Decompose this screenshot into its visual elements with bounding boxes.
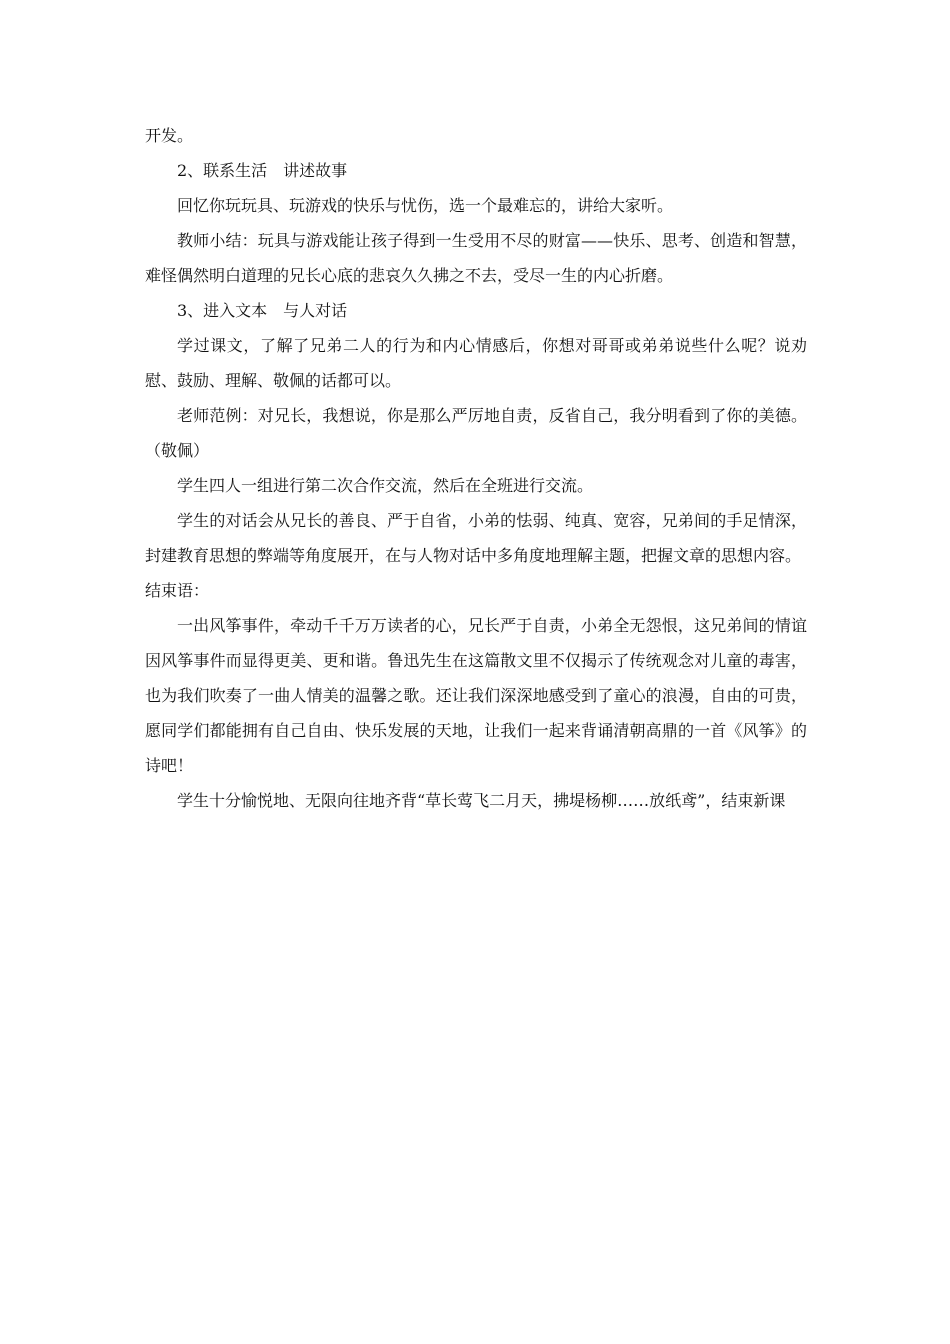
closing-heading: 结束语：	[145, 581, 210, 600]
paragraph: 回忆你玩玩具、玩游戏的快乐与忧伤，选一个最难忘的，讲给大家听。	[177, 196, 674, 215]
paragraph-ending: 学生十分愉悦地、无限向往地齐背“草长莺飞二月天，拂堤杨柳……放纸鸢”，结束新课	[177, 791, 786, 810]
paragraph-closing: 一出风筝事件，牵动千千万万读者的心，兄长严于自责，小弟全无怨恨，这兄弟间的情谊因风筝事件而显得更美、更和谐。鲁迅先生在这篇散文里不仅揭示了传统观念对儿童的毒害，也为我们吹奏了一曲人情美的温馨之歌。还让我们深深地感受到了童心的浪漫，自由的可贵，愿同学们都能拥有自己自由、快乐发展的天地，让我们一起来背诵清朝高鼎的一首《风筝》的诗吧！	[145, 616, 807, 775]
paragraph-teacher-example: 老师范例：对兄长，我想说，你是那么严厉地自责，反省自己，我分明看到了你的美德。（敬佩）	[145, 406, 807, 460]
paragraph: 学过课文，了解了兄弟二人的行为和内心情感后，你想对哥哥或弟弟说些什么呢？说劝慰、鼓励、理解、敬佩的话都可以。	[145, 336, 807, 390]
section-heading-3: 3、进入文本 与人对话	[177, 301, 348, 320]
document-page	[145, 118, 807, 818]
paragraph: 学生的对话会从兄长的善良、严于自省，小弟的怯弱、纯真、宽容，兄弟间的手足情深，封建教育思想的弊端等角度展开，在与人物对话中多角度地理解主题，把握文章的思想内容。	[145, 511, 807, 565]
section-heading-2: 2、联系生活 讲述故事	[177, 161, 348, 180]
paragraph-continuation: 开发。	[145, 126, 194, 145]
paragraph-teacher-summary: 教师小结：玩具与游戏能让孩子得到一生受用不尽的财富——快乐、思考、创造和智慧，难怪偶然明白道理的兄长心底的悲哀久久拂之不去，受尽一生的内心折磨。	[145, 231, 807, 285]
paragraph: 学生四人一组进行第二次合作交流，然后在全班进行交流。	[177, 476, 594, 495]
